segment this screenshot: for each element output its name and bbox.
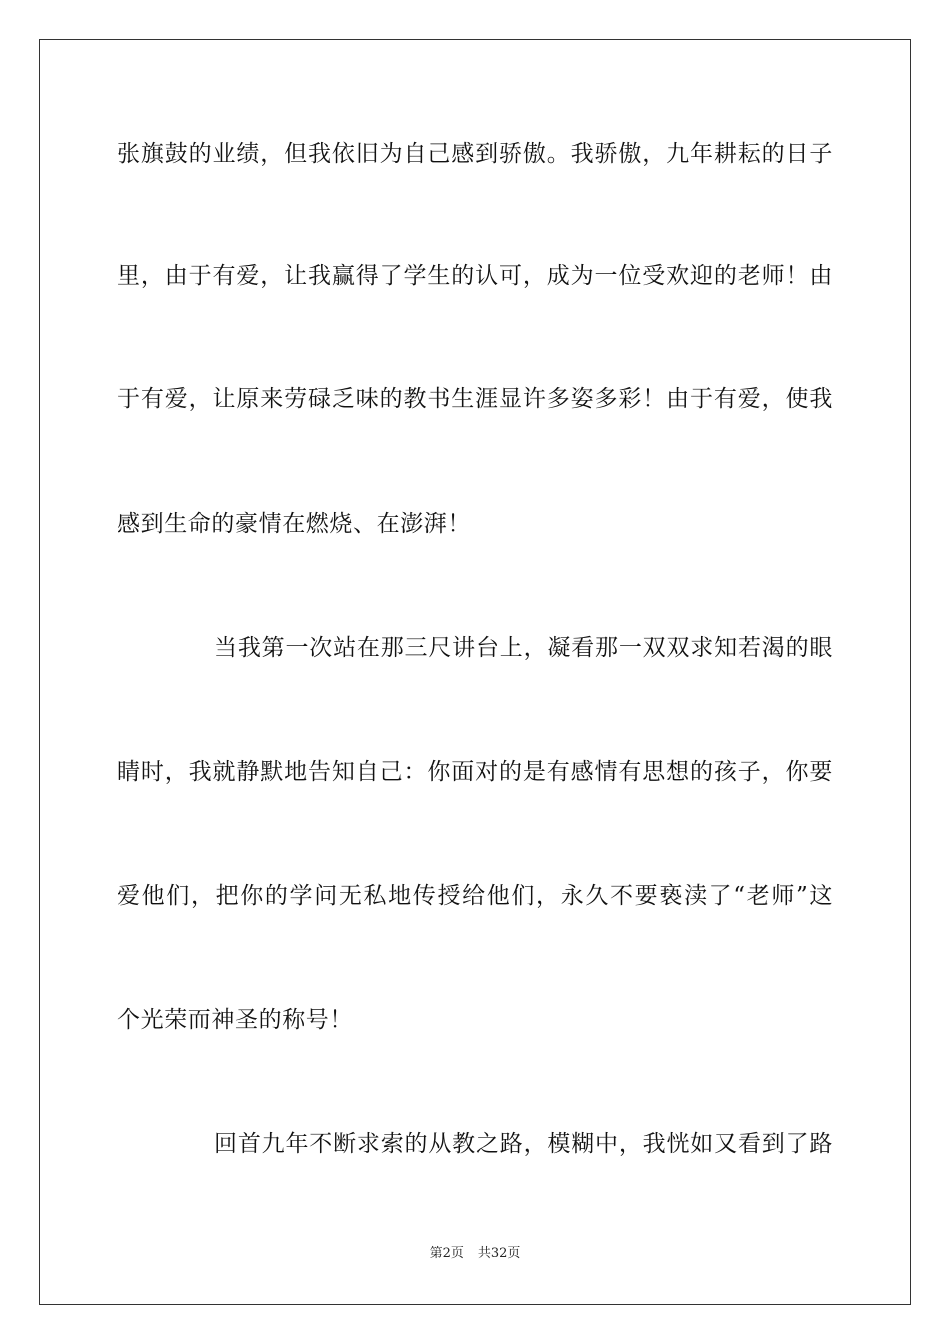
text-line: 张旗鼓的业绩，但我依旧为自己感到骄傲。我骄傲，九年耕耘的日子 xyxy=(117,141,833,167)
paragraph-first-line: 当我第一次站在那三尺讲台上，凝看那一双双求知若渴的眼 xyxy=(214,635,833,661)
page-border xyxy=(39,39,911,1305)
text-line: 感到生命的豪情在燃烧、在澎湃！ xyxy=(117,511,471,537)
text-line: 爱他们，把你的学问无私地传授给他们，永久不要亵渎了“老师”这 xyxy=(117,883,833,909)
text-line: 于有爱，让原来劳碌乏味的教书生涯显许多姿多彩！由于有爱，使我 xyxy=(117,386,833,412)
text-line: 里，由于有爱，让我赢得了学生的认可，成为一位受欢迎的老师！由 xyxy=(117,263,833,289)
page-number-total: 共32页 xyxy=(477,1246,521,1261)
text-line: 个光荣而神圣的称号！ xyxy=(117,1007,353,1033)
text-line: 睛时，我就静默地告知自己：你面对的是有感情有思想的孩子，你要 xyxy=(117,759,833,785)
page-number-current: 第2页 xyxy=(429,1246,464,1261)
paragraph-first-line: 回首九年不断求索的从教之路，模糊中，我恍如又看到了路 xyxy=(214,1131,833,1157)
page-footer xyxy=(0,1246,950,1262)
